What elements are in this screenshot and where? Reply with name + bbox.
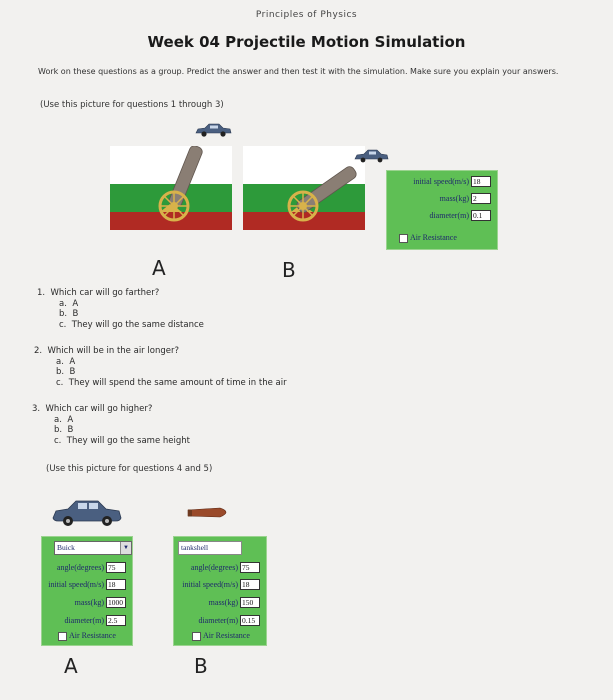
option-text: They will go the same distance: [71, 319, 204, 330]
checkbox-icon[interactable]: [399, 234, 408, 243]
note-questions-4-5: (Use this picture for questions 4 and 5): [46, 464, 213, 474]
diameter-label: diameter(m): [429, 210, 469, 220]
speed-label: initial speed(m/s): [182, 579, 238, 589]
mass-label: mass(kg): [208, 597, 238, 607]
parameter-panel-top: [386, 170, 498, 250]
option-letter: a.: [59, 298, 67, 309]
option-text: B: [72, 309, 79, 319]
car-icon: [50, 496, 124, 528]
question-2: [34, 346, 287, 388]
mass-label: mass(kg): [74, 597, 104, 607]
checkbox-icon[interactable]: [58, 632, 67, 641]
option-text: A: [72, 298, 79, 309]
option-letter: b.: [54, 425, 63, 435]
option-text: B: [67, 425, 74, 435]
option-letter: c.: [54, 435, 62, 446]
object-select-value: Buick: [57, 543, 75, 552]
object-select[interactable]: [54, 541, 132, 555]
option-letter: b.: [56, 367, 65, 377]
speed-label: initial speed(m/s): [413, 176, 469, 186]
air-resistance-label: Air Resistance: [203, 631, 250, 640]
cannon-scene-a: [110, 146, 232, 230]
instructions: Work on these questions as a group. Predict the answer and then test it with the simulation. Make sure you explain your answers.: [38, 67, 559, 76]
angle-input[interactable]: 75: [106, 562, 126, 573]
scene-a-label: A: [152, 256, 166, 280]
object-select[interactable]: [178, 541, 242, 555]
option-letter: b.: [59, 309, 68, 319]
panel-b-label: B: [194, 654, 208, 678]
angle-label: angle(degrees): [56, 562, 104, 572]
mass-label: mass(kg): [439, 193, 469, 203]
speed-input[interactable]: 18: [106, 579, 126, 590]
question-number: 2.: [34, 346, 43, 356]
angle-label: angle(degrees): [190, 562, 238, 572]
diameter-input[interactable]: 0.1: [471, 210, 491, 221]
speed-label: initial speed(m/s): [48, 579, 104, 589]
option-letter: a.: [54, 414, 62, 425]
option-text: A: [69, 356, 76, 367]
diameter-input[interactable]: 0.15: [240, 615, 260, 626]
option-letter: c.: [56, 377, 64, 388]
diameter-label: diameter(m): [198, 615, 238, 625]
diameter-label: diameter(m): [64, 615, 104, 625]
question-text: Which car will go higher?: [45, 404, 153, 414]
option-text: A: [67, 414, 74, 425]
air-resistance-toggle[interactable]: [58, 631, 116, 641]
parameter-panel-a: [41, 536, 133, 646]
mass-input[interactable]: 1000: [106, 597, 126, 608]
option-letter: a.: [56, 356, 64, 367]
speed-input[interactable]: 18: [240, 579, 260, 590]
air-resistance-label: Air Resistance: [69, 631, 116, 640]
option-text: They will spend the same amount of time in the air: [68, 377, 287, 388]
mass-input[interactable]: 2: [471, 193, 491, 204]
question-number: 3.: [32, 404, 41, 414]
question-1: [37, 288, 204, 330]
question-3: [32, 404, 190, 446]
air-resistance-toggle[interactable]: [399, 233, 457, 243]
tank-shell-icon: [186, 506, 236, 520]
cannon-scene-b: [243, 146, 365, 230]
car-icon: [353, 148, 389, 164]
car-icon: [193, 122, 233, 138]
air-resistance-toggle[interactable]: [192, 631, 250, 641]
page-title: Week 04 Projectile Motion Simulation: [147, 33, 466, 51]
cannon-icon: [243, 146, 365, 230]
checkbox-icon[interactable]: [192, 632, 201, 641]
course-name: Principles of Physics: [255, 10, 358, 20]
question-text: Which will be in the air longer?: [47, 346, 179, 356]
diameter-input[interactable]: 2.5: [106, 615, 126, 626]
question-text: Which car will go farther?: [50, 288, 160, 298]
angle-input[interactable]: 75: [240, 562, 260, 573]
mass-input[interactable]: 150: [240, 597, 260, 608]
chevron-down-icon[interactable]: ▼: [120, 542, 131, 554]
note-questions-1-3: (Use this picture for questions 1 through 3): [40, 100, 224, 110]
scene-b-label: B: [282, 258, 296, 282]
option-text: B: [69, 367, 76, 377]
option-text: They will go the same height: [66, 435, 190, 446]
option-letter: c.: [59, 319, 67, 330]
air-resistance-label: Air Resistance: [410, 233, 457, 242]
question-number: 1.: [37, 288, 46, 298]
object-select-value: tankshell: [181, 543, 209, 552]
parameter-panel-b: [173, 536, 267, 646]
panel-a-label: A: [64, 654, 78, 678]
cannon-icon: [110, 146, 232, 230]
speed-input[interactable]: 18: [471, 176, 491, 187]
